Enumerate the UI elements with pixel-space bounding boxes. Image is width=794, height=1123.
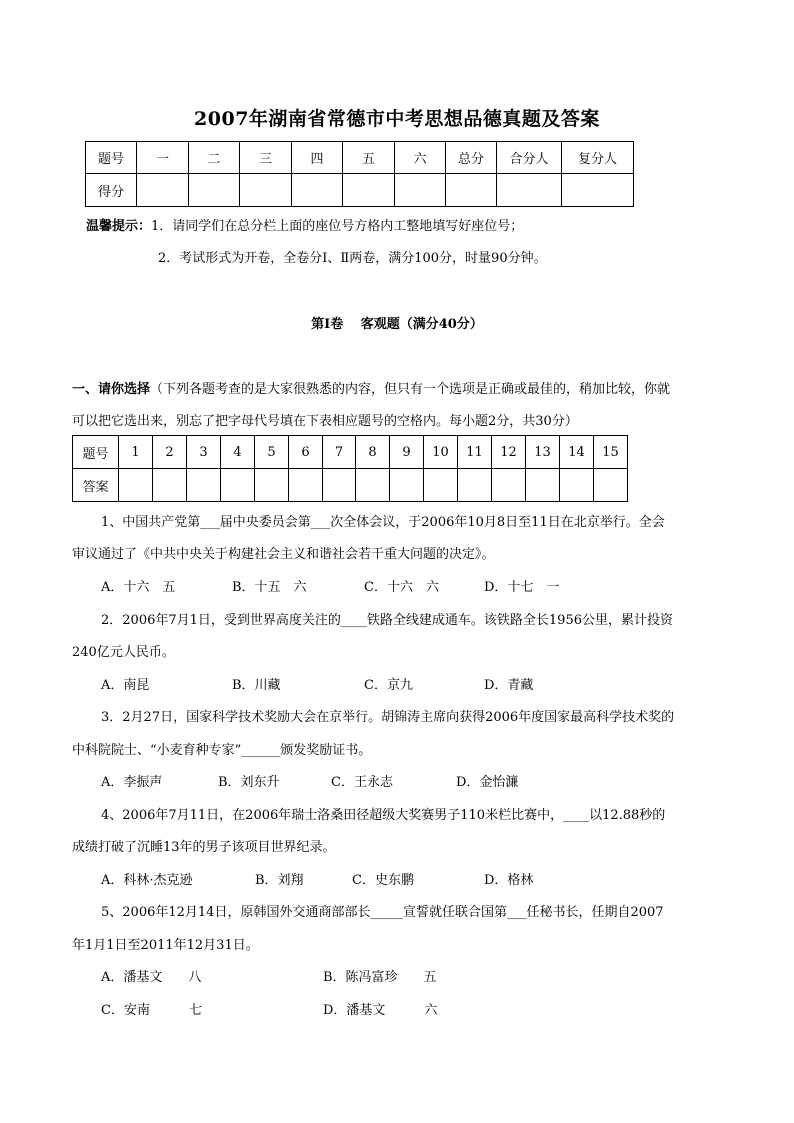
answer-input-cell[interactable] — [289, 469, 323, 502]
answer-input-cell[interactable] — [255, 469, 289, 502]
question-3-option-b[interactable]: B．刘东升 — [218, 775, 280, 790]
question-5-option-a[interactable]: A．潘基文 八 — [101, 970, 202, 985]
question-number-cell: 7 — [323, 436, 356, 469]
answer-table-number-row — [73, 436, 628, 469]
page-title: 2007年湖南省常德市中考思想品德真题及答案 — [194, 108, 600, 130]
question-number-cell: 8 — [356, 436, 390, 469]
answer-input-cell[interactable] — [424, 469, 458, 502]
answer-input-cell[interactable] — [323, 469, 356, 502]
score-header-cell: 合分人 — [497, 142, 562, 174]
score-header-cell: 四 — [292, 142, 343, 174]
question-3-option-c[interactable]: C．王永志 — [331, 775, 393, 790]
answer-input-cell[interactable] — [356, 469, 390, 502]
tips-line-2: 2．考试形式为开卷，全卷分Ⅰ、Ⅱ两卷，满分100分，时量90分钟。 — [158, 251, 547, 266]
score-input-cell[interactable] — [240, 174, 292, 207]
answer-row-label: 答案 — [73, 469, 119, 502]
answer-header-label: 题号 — [73, 436, 119, 469]
question-number-cell: 3 — [187, 436, 221, 469]
question-4-line-1: 4、2006年7月11日，在2006年瑞士洛桑田径超级大奖赛男子110米栏比赛中，____以12.88秒的 — [101, 808, 666, 823]
question-1-option-a[interactable]: A．十六 五 — [101, 580, 176, 595]
question-2-option-d[interactable]: D．青藏 — [484, 678, 534, 693]
question-3-option-d[interactable]: D．金怡濂 — [456, 775, 519, 790]
question-3-line-1: 3．2月27日，国家科学技术奖励大会在京举行。胡锦涛主席向获得2006年度国家最高科学技术奖的 — [101, 710, 675, 725]
question-number-cell: 4 — [221, 436, 255, 469]
question-1-line-1: 1、中国共产党第___届中央委员会第___次全体会议，于2006年10月8日至11日在北京举行。全会 — [101, 515, 665, 530]
question-number-cell: 6 — [289, 436, 323, 469]
question-number-cell: 13 — [526, 436, 560, 469]
score-input-cell[interactable] — [343, 174, 395, 207]
question-2-line-1: 2．2006年7月1日，受到世界高度关注的____铁路全线建成通车。该铁路全长1956公里，累计投资 — [101, 613, 673, 628]
answer-input-cell[interactable] — [458, 469, 492, 502]
answer-input-cell[interactable] — [390, 469, 424, 502]
question-4-option-b[interactable]: B．刘翔 — [255, 873, 304, 888]
tips-line-1 — [86, 215, 523, 234]
question-2-line-2: 240亿元人民币。 — [72, 645, 175, 660]
answer-input-cell[interactable] — [594, 469, 628, 502]
answer-input-cell[interactable] — [526, 469, 560, 502]
question-number-cell: 10 — [424, 436, 458, 469]
score-table-score-row — [86, 174, 634, 207]
question-2-option-b[interactable]: B．川藏 — [232, 678, 281, 693]
question-5-option-d[interactable]: D．潘基文 六 — [323, 1003, 438, 1018]
question-number-cell: 12 — [492, 436, 526, 469]
question-4-option-c[interactable]: C．史东鹏 — [352, 873, 414, 888]
question-4-option-d[interactable]: D．格林 — [484, 873, 534, 888]
question-5-option-c[interactable]: C．安南 七 — [101, 1003, 202, 1018]
question-4-option-a[interactable]: A．科林·杰克逊 — [101, 873, 193, 888]
answer-input-cell[interactable] — [560, 469, 594, 502]
score-header-cell: 五 — [343, 142, 395, 174]
score-header-cell: 六 — [395, 142, 446, 174]
answer-input-cell[interactable] — [187, 469, 221, 502]
question-number-cell: 1 — [119, 436, 153, 469]
score-input-cell[interactable] — [292, 174, 343, 207]
score-header-cell: 三 — [240, 142, 292, 174]
score-header-cell: 总分 — [446, 142, 497, 174]
tips-text-1: 1．请同学们在总分栏上面的座位号方格内工整地填写好座位号； — [151, 219, 524, 234]
question-1-option-b[interactable]: B．十五 六 — [232, 580, 307, 595]
question-5-option-b[interactable]: B．陈冯富珍 五 — [323, 970, 437, 985]
answer-input-cell[interactable] — [492, 469, 526, 502]
answer-input-cell[interactable] — [119, 469, 153, 502]
score-header-cell: 二 — [189, 142, 240, 174]
score-header-cell: 一 — [137, 142, 189, 174]
question-number-cell: 15 — [594, 436, 628, 469]
question-1-option-d[interactable]: D．十七 一 — [484, 580, 560, 595]
score-input-cell[interactable] — [562, 174, 634, 207]
part1-instruction-line-a — [72, 378, 670, 397]
score-input-cell[interactable] — [446, 174, 497, 207]
answer-input-cell[interactable] — [153, 469, 187, 502]
score-header-cell: 复分人 — [562, 142, 634, 174]
score-table — [85, 141, 634, 207]
score-input-cell[interactable] — [189, 174, 240, 207]
question-4-line-2: 成绩打破了沉睡13年的男子该项目世界纪录。 — [72, 840, 336, 855]
score-input-cell[interactable] — [137, 174, 189, 207]
score-row-label: 得分 — [86, 174, 137, 207]
part1-instruction-line-b: 可以把它选出来，别忘了把字母代号填在下表相应题号的空格内。每小题2分，共30分） — [72, 414, 578, 429]
question-5-line-2: 年1月1日至2011年12月31日。 — [72, 938, 259, 953]
question-1-option-c[interactable]: C．十六 六 — [364, 580, 439, 595]
question-3-line-2: 中科院院士、“小麦育种专家”______颁发奖励证书。 — [72, 743, 372, 758]
section-title: 第Ⅰ卷 客观题（满分40分） — [311, 317, 483, 332]
tips-label: 温馨提示： — [86, 219, 152, 234]
score-header-cell: 题号 — [86, 142, 137, 174]
question-number-cell: 9 — [390, 436, 424, 469]
question-1-line-2: 审议通过了《中共中央关于构建社会主义和谐社会若干重大问题的决定》。 — [72, 547, 495, 562]
part1-instruction-text-a: （下列各题考查的是大家很熟悉的内容，但只有一个选项是正确或最佳的，稍加比较，你就 — [150, 382, 671, 397]
answer-input-cell[interactable] — [221, 469, 255, 502]
question-2-option-a[interactable]: A．南昆 — [101, 678, 150, 693]
part1-heading: 一、请你选择 — [72, 382, 151, 397]
answer-table-answer-row — [73, 469, 628, 502]
answer-table — [72, 435, 628, 502]
question-5-line-1: 5、2006年12月14日，原韩国外交通商部部长_____宣誓就任联合国第___任秘书长，任期自2007 — [101, 905, 664, 920]
score-table-header-row — [86, 142, 634, 174]
question-number-cell: 5 — [255, 436, 289, 469]
score-input-cell[interactable] — [395, 174, 446, 207]
score-input-cell[interactable] — [497, 174, 562, 207]
question-2-option-c[interactable]: C．京九 — [364, 678, 413, 693]
question-3-option-a[interactable]: A．李振声 — [101, 775, 163, 790]
question-number-cell: 14 — [560, 436, 594, 469]
question-number-cell: 2 — [153, 436, 187, 469]
question-number-cell: 11 — [458, 436, 492, 469]
